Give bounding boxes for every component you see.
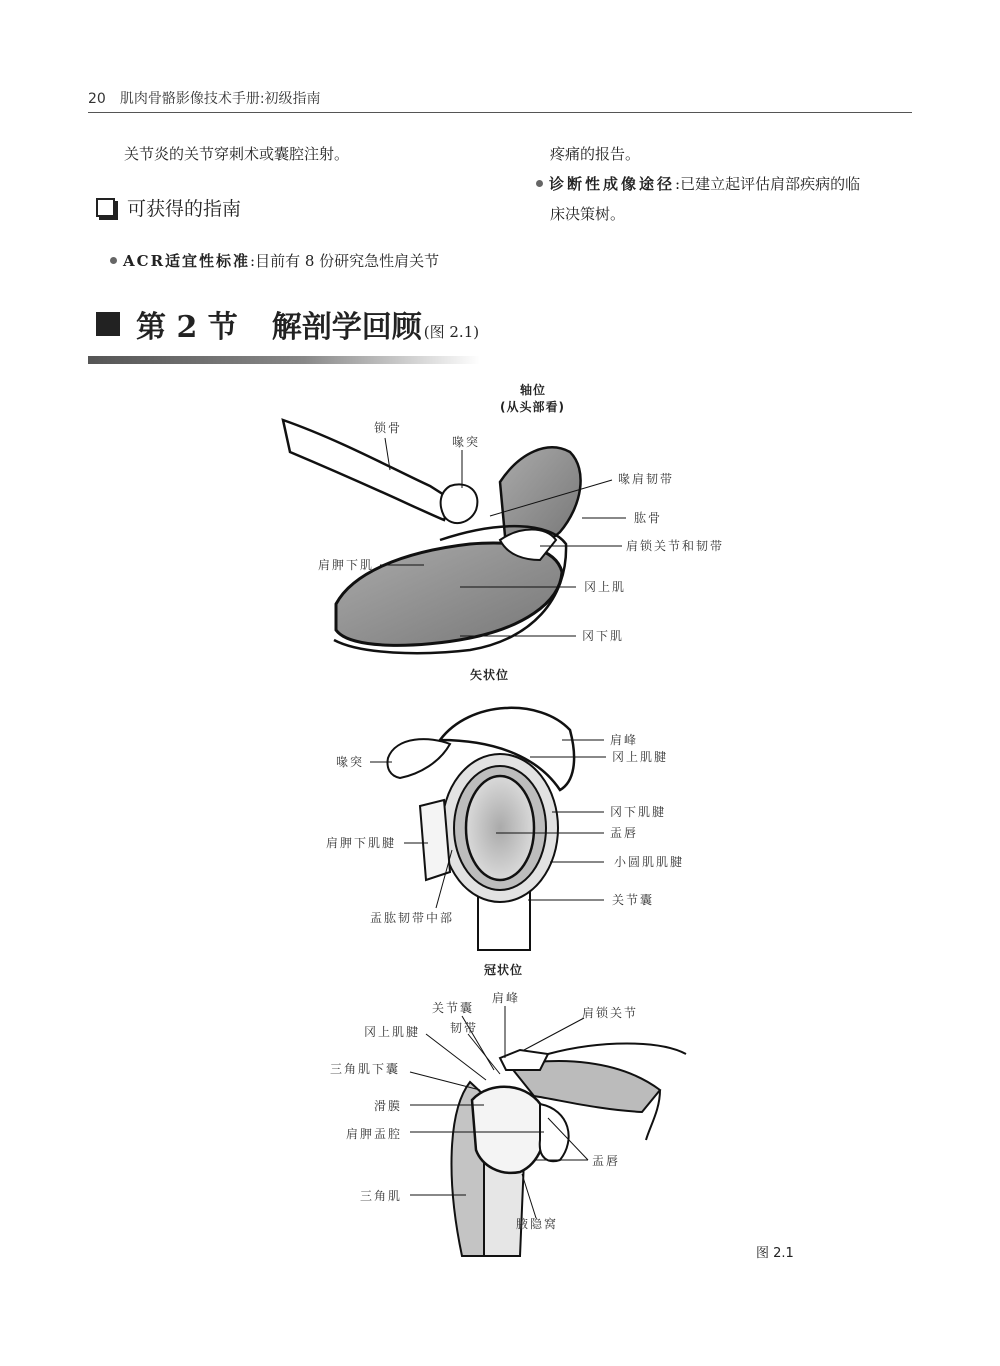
label-mghl: 盂肱韧带中部: [370, 911, 455, 925]
left-continuation-text: 关节炎的关节穿刺术或囊腔注射。: [124, 145, 350, 163]
label-ac-joint-lig: 肩锁关节和韧带: [626, 539, 725, 553]
label-deltoid: 三角肌: [360, 1189, 403, 1203]
label-subscapularis-tendon: 肩胛下肌腱: [326, 836, 397, 850]
label-acromion-sag: 肩峰: [610, 733, 639, 747]
label-capsule-cor: 关节囊: [432, 1001, 475, 1015]
axial-subtitle: (从头部看): [500, 400, 565, 414]
coronal-view: [330, 962, 686, 1256]
figure-caption: 图 2.1: [756, 1246, 794, 1261]
label-infraspinatus: 冈下肌: [582, 629, 625, 643]
label-supraspinatus-tendon-cor: 冈上肌腱: [364, 1025, 421, 1039]
label-supraspinatus: 冈上肌: [584, 580, 627, 594]
label-axillary-recess: 腋隐窝: [516, 1217, 559, 1231]
label-supraspinatus-tendon-sag: 冈上肌腱: [612, 750, 669, 764]
bullet-diagnostic-text: :已建立起评估肩部疾病的临: [675, 175, 861, 193]
section-number: 第 2 节: [136, 310, 238, 345]
label-synovium: 滑膜: [374, 1099, 403, 1113]
section-figure-ref: (图 2.1): [423, 323, 480, 341]
label-coracoid-sag: 喙突: [336, 755, 365, 769]
label-acromion-cor: 肩峰: [492, 991, 521, 1005]
bullet-diagnostic-text-2: 床决策树。: [550, 205, 626, 223]
coronal-title: 冠状位: [484, 963, 524, 977]
axial-view: [283, 382, 724, 653]
bullet-diagnostic-term: 诊断性成像途径: [549, 175, 676, 193]
axial-drawing: [283, 420, 581, 653]
bullet-acr-text: :目前有 8 份研究急性肩关节: [250, 252, 440, 270]
subheading-text: 可获得的指南: [127, 198, 242, 220]
axial-title: 轴位: [520, 383, 547, 397]
coronal-drawing: [452, 1044, 686, 1257]
label-coracoid: 喙突: [452, 435, 481, 449]
label-labrum-cor: 盂唇: [592, 1154, 621, 1168]
label-capsule-sag: 关节囊: [612, 893, 655, 907]
bullet-acr-term: ACR适宜性标准: [123, 252, 251, 270]
section-title: 解剖学回顾: [271, 310, 422, 345]
label-infraspinatus-tendon: 冈下肌腱: [610, 805, 667, 819]
label-coracoacromial-lig: 喙肩韧带: [618, 472, 675, 486]
book-title: 肌肉骨骼影像技术手册:初级指南: [119, 91, 321, 107]
label-glenoid-cor: 肩胛盂腔: [346, 1127, 403, 1141]
label-labrum-sag: 盂唇: [610, 826, 639, 840]
right-continuation-text: 疼痛的报告。: [550, 145, 641, 163]
label-humerus: 肱骨: [634, 511, 663, 525]
sagittal-view: [326, 667, 684, 950]
label-subscapularis: 肩胛下肌: [318, 558, 375, 572]
label-ac-joint-cor: 肩锁关节: [582, 1006, 639, 1020]
page-number: 20: [88, 91, 106, 107]
label-ligament-cor: 韧带: [450, 1021, 479, 1035]
label-teres-minor-tendon: 小圆肌肌腱: [614, 855, 685, 869]
label-clavicle: 锁骨: [374, 421, 403, 435]
label-subdeltoid-bursa: 三角肌下囊: [330, 1062, 401, 1076]
sagittal-title: 矢状位: [470, 668, 510, 682]
